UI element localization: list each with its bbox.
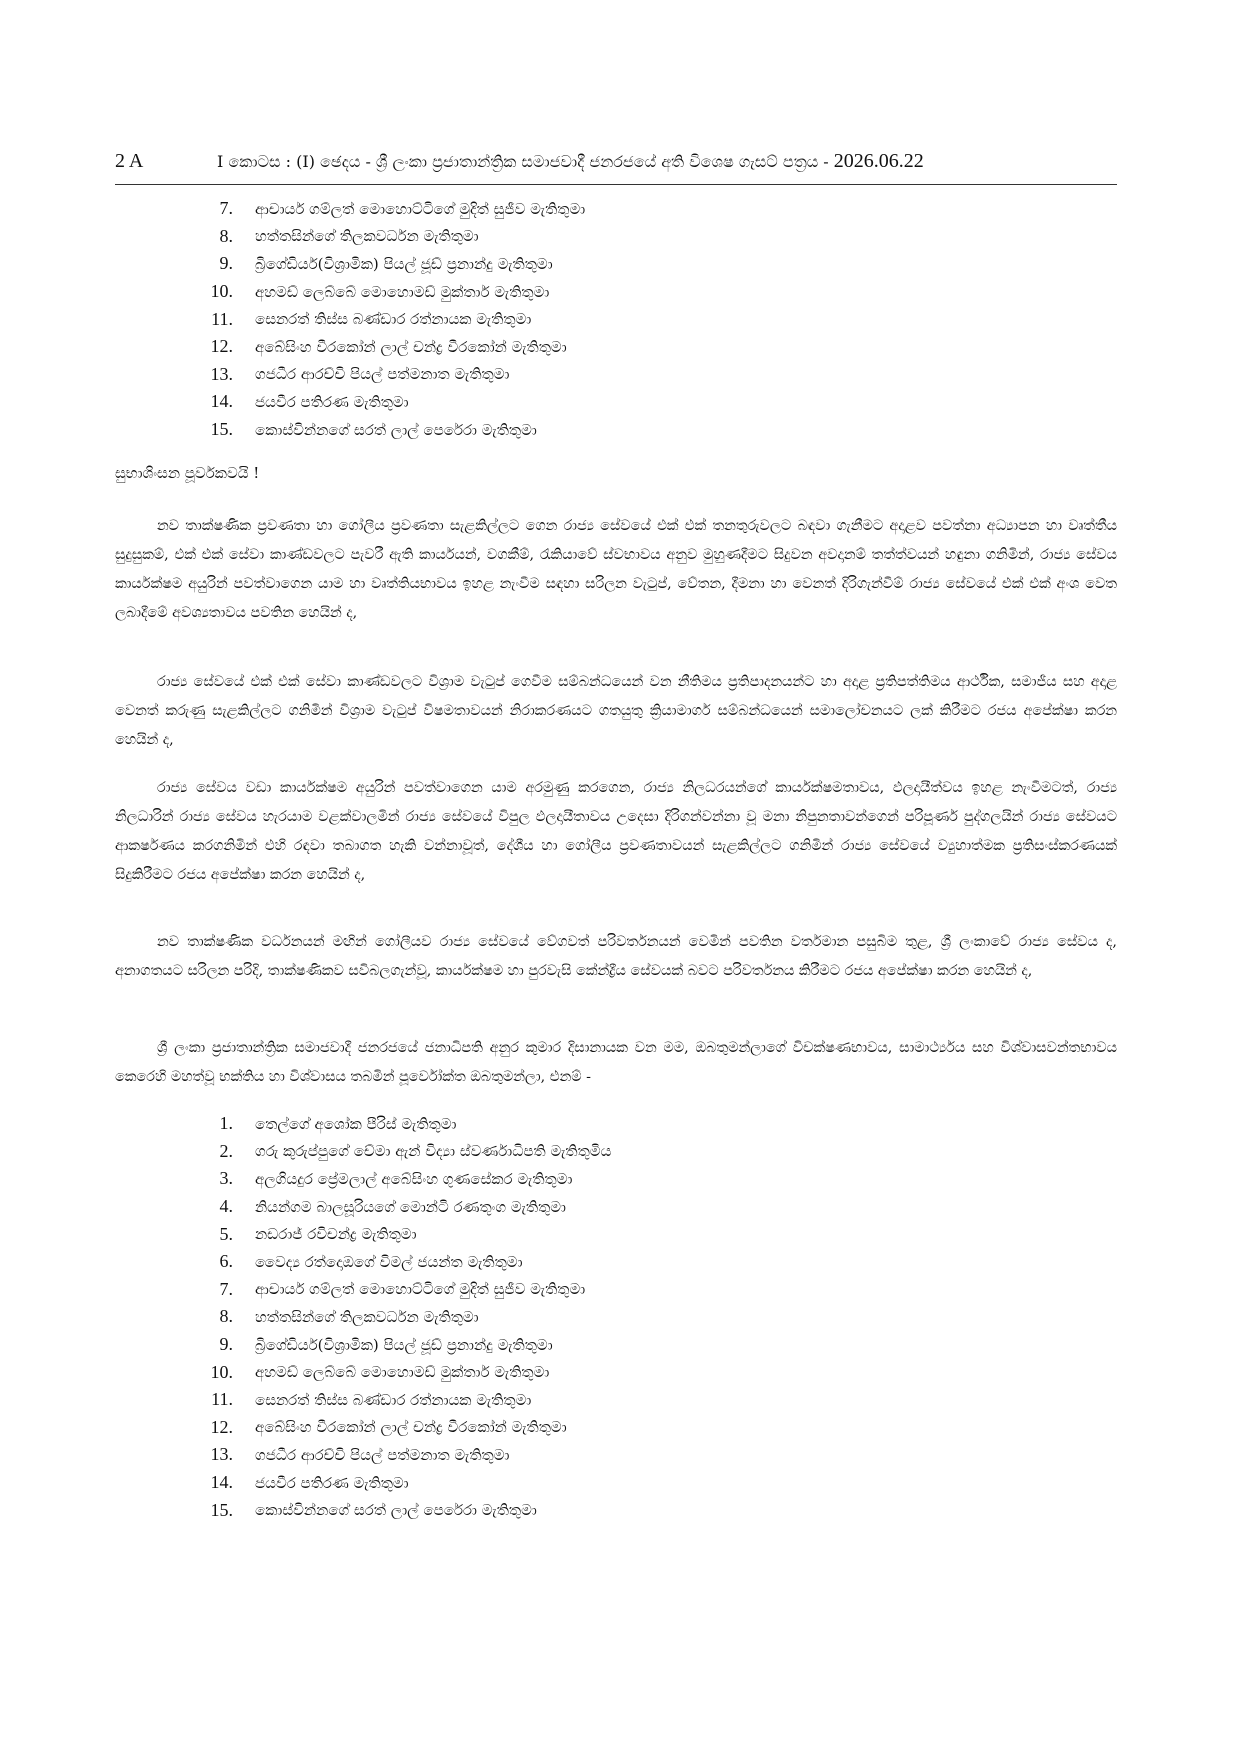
list-item-number: 6. <box>219 1251 233 1272</box>
list-item <box>193 1220 611 1248</box>
list-item-name: ගරු කුරුප්පුගේ චේමා ඇන් විද්‍යා ස්වර්ණාධිපති මැතිතුමිය <box>255 1142 612 1161</box>
salutation: සුභාශිංසන පූර්වකවයි ! <box>115 464 260 482</box>
list-item-name: නඩරාජ් රවිචන්ද්‍ර මැතිතුමා <box>255 1225 417 1244</box>
list-item-name: තෙල්ගේ අශෝක පීරිස් මැතිතුමා <box>255 1114 457 1133</box>
list-item <box>193 1276 611 1304</box>
list-item <box>193 333 585 361</box>
list-item-name: කොස්වින්නගේ සරත් ලාල් පෙරේරා මැතිතුමා <box>255 1501 537 1520</box>
list-item <box>193 1441 611 1469</box>
list-item-number: 4. <box>219 1196 233 1217</box>
list-item-name: ගජධීර ආරච්චි පියල් පත්මනාත මැතිතුමා <box>255 1445 510 1464</box>
list-item-number: 9. <box>219 1334 233 1355</box>
list-item-name: අලගියදුර ප්‍රේමලාල් අබේසිංහ ගුණසේකර මැතිතුමා <box>255 1169 573 1188</box>
list-item-name: ගජධීර ආරච්චි පියල් පත්මනාත මැතිතුමා <box>255 365 510 384</box>
list-item-number: 1. <box>219 1113 233 1134</box>
list-item-name: බ්‍රිගේඩියර්(විශ්‍රාමික) පියල් ජූඩ් ප්‍රනාන්දු මැතිතුමා <box>255 254 553 273</box>
list-item <box>193 1331 611 1359</box>
body-paragraph: නව තාක්ෂණික වර්ධනයන් මඟින් ගෝලීයව රාජ්‍ය සේවයේ වේගවත් පරිවර්තනයන් වෙමින් පවතින වර්තමාන පසුබිම තුළ, ශ්‍රී ලංකාවේ රාජ්‍ය සේවය ද, අනාගතයට සරිලන පරිදි, තාක්ෂණිකව සවිබලගැන්වූ, කාර්යක්ෂම හා පුරවැසි කේන්ද්‍රීය සේවයක් බවට පරිවර්තනය කිරීමට රජය අපේක්ෂා කරන හෙයින් ද, <box>115 934 1117 979</box>
list-item <box>193 1469 611 1497</box>
list-item-number: 9. <box>219 253 233 274</box>
body-paragraph: රාජ්‍ය සේවය වඩා කාර්යක්ෂම අයුරින් පවත්වාගෙන යාම අරමුණු කරගෙන, රාජ්‍ය නිලධරයන්ගේ කාර්යක්ෂමතාවය, ඵලදායීත්වය ඉහළ නැංවීමටත්, රාජ්‍ය නිලධාරින් රාජ්‍ය සේවය හැරයාම වළක්වාලමින් රාජ්‍ය සේවයේ විපුල ඵලදායීතාවය උදෙසා දිරිගන්වන්නා වූ මනා නිපුනතාවන්ගෙන් පරිපූර්ණ පුද්ගලයින් රාජ්‍ය සේවයට ආකර්ෂණය කරගනිමින් එහි රඳවා තබාගත හැකි වන්නාවූත්, දේශීය හා ගෝලීය ප්‍රවණතාවයන් සැළකිල්ලට ගනිමින් රාජ්‍ය සේවයේ ව්‍යුහාත්මක ප්‍රතිසංස්කරණයක් සිදුකිරීමට රජය අපේක්ෂා කරන හෙයින් ද, <box>115 780 1117 883</box>
appointed-members-list <box>193 1110 611 1524</box>
list-item-number: 8. <box>219 1306 233 1327</box>
list-item <box>193 416 585 444</box>
list-item-name: බ්‍රිගේඩියර්(විශ්‍රාමික) පියල් ජූඩ් ප්‍රනාන්දු මැතිතුමා <box>255 1335 553 1354</box>
list-item <box>193 223 585 251</box>
list-item <box>193 278 585 306</box>
list-item-name: නියන්ගම බාලසූරියගේ මොන්ටි රණතුංග මැතිතුමා <box>255 1197 566 1216</box>
list-item <box>193 250 585 278</box>
list-item <box>193 1358 611 1386</box>
list-item-number: 8. <box>219 225 233 246</box>
list-item-number: 11. <box>211 1389 233 1410</box>
list-item-name: සෙනරත් තිස්ස බණ්ඩාර රත්නායක මැතිතුමා <box>255 310 532 329</box>
list-item-name: අහමඩ් ලෙබ්බේ මොහොමඩ් මුක්තාර් මැතිතුමා <box>255 1363 550 1382</box>
list-item-name: ආචාර්ය ගම්ලත් මොහොට්ටිගේ මුදිත් සුජීව මැතිතුමා <box>255 1280 586 1299</box>
list-item-name: අහමඩ් ලෙබ්බේ මොහොමඩ් මුක්තාර් මැතිතුමා <box>255 282 550 301</box>
list-item <box>193 1193 611 1221</box>
list-item-number: 10. <box>210 281 233 302</box>
body-paragraph: රාජ්‍ය සේවයේ එක් එක් සේවා කාණ්ඩවලට විශ්‍රාම වැටුප් ගෙවීම සම්බන්ධයෙන් වන නීතිමය ප්‍රතිපාදනයන්ට හා අදාළ ප්‍රතිපත්තිමය ආර්ථික, සමාජීය සහ අදාළ වෙනත් කරුණු සැළකිල්ලට ගනිමින් විශ්‍රාම වැටුප් විෂමතාවයන් නිරාකරණයට ගතයුතු ක්‍රියාමාර්ග සම්බන්ධයෙන් සමාලෝචනයට ලක් කිරීමට රජය අපේක්ෂා කරන හෙයින් ද, <box>115 674 1117 748</box>
list-item <box>193 305 585 333</box>
list-item <box>193 1110 611 1138</box>
list-item <box>193 1165 611 1193</box>
gazette-title-text: I කොටස : (I) ඡෙදය - ශ්‍රී ලංකා ප්‍රජාතාන්ත්‍රික සමාජවාදී ජනරජයේ අති විශෙෂ ගැසට් පත්‍රය - <box>217 152 834 171</box>
list-item-number: 3. <box>219 1168 233 1189</box>
list-item-number: 15. <box>210 1499 233 1520</box>
list-item-number: 2. <box>219 1140 233 1161</box>
body-paragraph: ශ්‍රී ලංකා ප්‍රජාතාන්ත්‍රික සමාජවාදී ජනරජයේ ජනාධිපති අනුර කුමාර දිසානායක වන මම, ඔබතුමන්ලාගේ විචක්ෂණභාවය, සාමාර්ථ්‍යය සහ විශ්වාසවන්තභාවය කෙරෙහි මහත්වූ භක්තිය හා විශ්වාසය තබමින් පූර්වෝක්ත ඔබතුමන්ලා, එනම් - <box>115 1040 1117 1085</box>
list-item-name: ආචාර්ය ගම්ලත් මොහොට්ටිගේ මුදිත් සුජීව මැතිතුමා <box>255 199 586 218</box>
list-item <box>193 361 585 389</box>
list-item <box>193 195 585 223</box>
list-item <box>193 1248 611 1276</box>
page-header <box>115 148 1117 185</box>
list-item-number: 5. <box>219 1223 233 1244</box>
list-item <box>193 1138 611 1166</box>
list-item-number: 15. <box>210 419 233 440</box>
body-paragraph: නව තාක්ෂණික ප්‍රවණතා හා ගෝලීය ප්‍රවණතා සැළකිල්ලට ගෙන රාජ්‍ය සේවයේ එක් එක් තනතුරුවලට බඳවා ගැනීමට අදාළව පවත්නා අධ්‍යාපන හා වෘත්තීය සුදුසුකම්, එක් එක් සේවා කාණ්ඩවලට පැවරී ඇති කාර්යයන්, වගකීම්, රැකියාවේ ස්වභාවය අනුව මුහුණදීමට සිදුවන අවදානම් තත්ත්වයන් හඳුනා ගනිමින්, රාජ්‍ය සේවය කාර්යක්ෂම අයුරින් පවත්වාගෙන යාම හා වෘත්තියභාවය ඉහළ නැංවීම සඳහා සරිලන වැටුප්, වේතන, දීමනා හා වෙනත් දිරිගැන්වීම් රාජ්‍ය සේවයේ එක් එක් අංශ වෙත ලබාදීමේ අවශ්‍යතාවය පවතින හෙයින් ද, <box>115 518 1117 621</box>
list-item-number: 12. <box>210 1416 233 1437</box>
gazette-date: 2026.06.22 <box>833 150 924 172</box>
list-item-name: හත්තසින්ගේ තිලකවර්ධන මැතිතුමා <box>255 1307 479 1326</box>
list-item-name: අබේසිංහ වීරකෝන් ලාල් චන්ද්‍ර වීරකෝන් මැතිතුමා <box>255 337 567 356</box>
list-item-name: හත්තසින්ගේ තිලකවර්ධන මැතිතුමා <box>255 227 479 246</box>
list-item <box>193 1414 611 1442</box>
list-item <box>193 1496 611 1524</box>
gazette-title <box>217 150 924 173</box>
list-item-number: 11. <box>211 308 233 329</box>
continued-members-list <box>193 195 585 443</box>
list-item <box>193 1303 611 1331</box>
list-item-name: කොස්වින්නගේ සරත් ලාල් පෙරේරා මැතිතුමා <box>255 420 537 439</box>
list-item-number: 13. <box>210 363 233 384</box>
list-item-name: අබේසිංහ වීරකෝන් ලාල් චන්ද්‍ර වීරකෝන් මැතිතුමා <box>255 1418 567 1437</box>
page-number: 2 A <box>115 150 144 172</box>
list-item-name: වෛද්‍ය රත්දොඔගේ විමල් ජයන්ත මැතිතුමා <box>255 1252 523 1271</box>
list-item-number: 14. <box>210 1472 233 1493</box>
list-item-number: 10. <box>210 1361 233 1382</box>
list-item-number: 7. <box>219 198 233 219</box>
list-item-name: සෙනරත් තිස්ස බණ්ඩාර රත්නායක මැතිතුමා <box>255 1390 532 1409</box>
list-item-number: 13. <box>210 1444 233 1465</box>
list-item-name: ජයවීර පතිරණ මැතිතුමා <box>255 392 409 411</box>
list-item <box>193 388 585 416</box>
list-item-number: 7. <box>219 1278 233 1299</box>
list-item <box>193 1386 611 1414</box>
list-item-number: 14. <box>210 391 233 412</box>
list-item-number: 12. <box>210 336 233 357</box>
list-item-name: ජයවීර පතිරණ මැතිතුමා <box>255 1473 409 1492</box>
